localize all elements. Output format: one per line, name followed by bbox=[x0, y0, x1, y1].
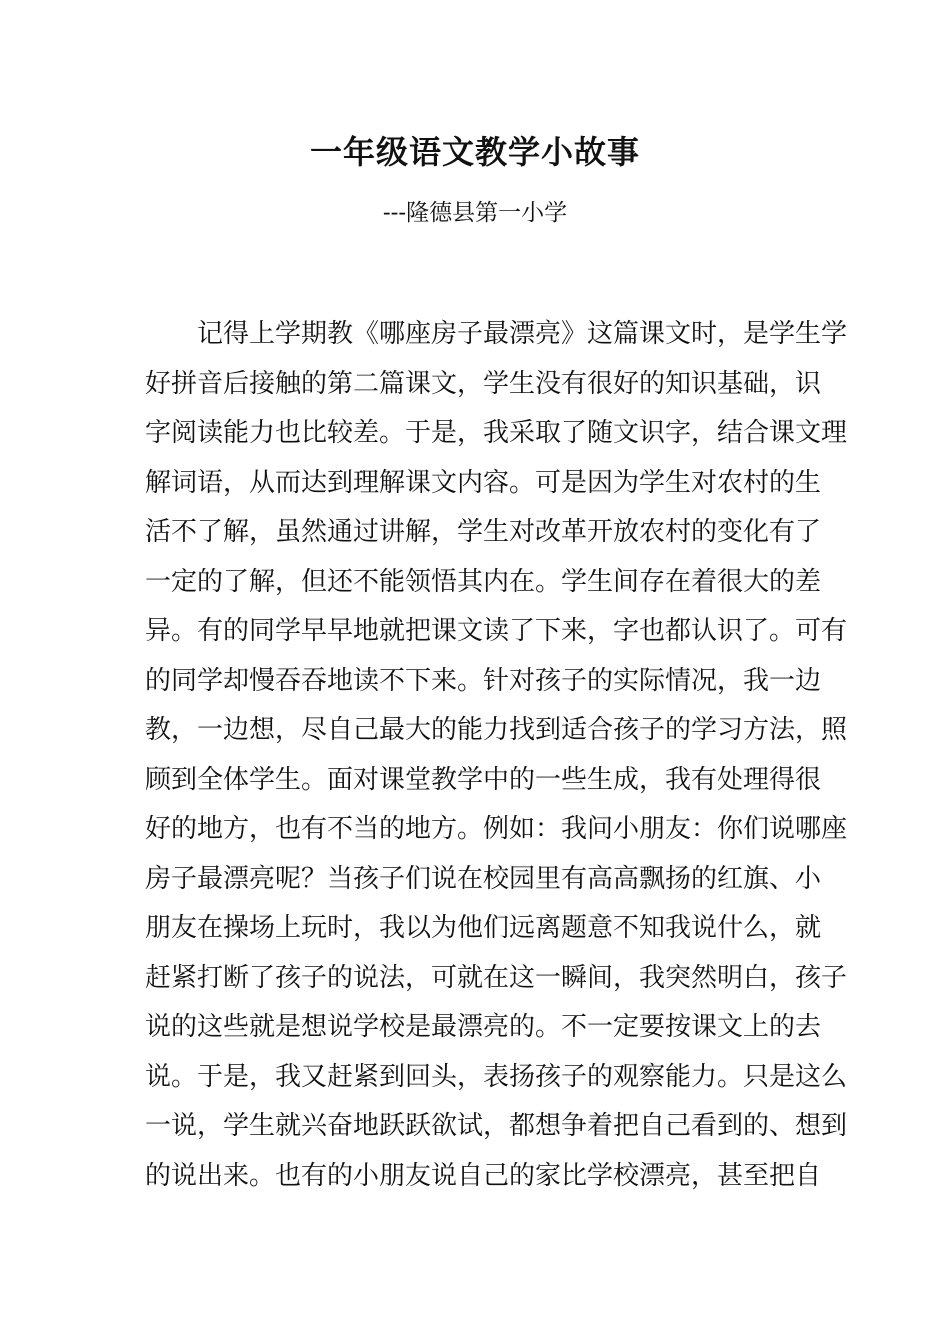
text-line: 房子最漂亮呢？当孩子们说在校园里有高高飘扬的红旗、小 bbox=[145, 863, 822, 894]
text-line: 活不了解，虽然通过讲解，学生对改革开放农村的变化有了 bbox=[145, 517, 822, 547]
text-line: 的说出来。也有的小朋友说自己的家比学校漂亮，甚至把自 bbox=[145, 1160, 822, 1191]
text-line: 的同学却慢吞吞地读不下来。针对孩子的实际情况，我一边 bbox=[145, 665, 822, 696]
text-line: 好的地方，也有不当的地方。例如：我问小朋友：你们说哪座 bbox=[145, 814, 848, 844]
text-line: 解词语，从而达到理解课文内容。可是因为学生对农村的生 bbox=[145, 467, 822, 498]
page-subtitle: ---隆德县第一小学 bbox=[382, 200, 568, 226]
body-paragraph bbox=[145, 310, 848, 1201]
text-line: 顾到全体学生。面对课堂教学中的一些生成，我有处理得很 bbox=[145, 764, 822, 795]
page-title: 一年级语文教学小故事 bbox=[309, 133, 640, 171]
text-line: 字阅读能力也比较差。于是，我采取了随文识字，结合课文理 bbox=[145, 418, 848, 448]
text-line: 记得上学期教《哪座房子最漂亮》这篇课文时，是学生学 bbox=[197, 319, 848, 349]
text-line: 一定的了解，但还不能领悟其内在。学生间存在着很大的差 bbox=[145, 566, 822, 597]
text-line: 教，一边想，尽自己最大的能力找到适合孩子的学习方法，照 bbox=[145, 715, 848, 745]
text-line: 一说，学生就兴奋地跃跃欲试，都想争着把自己看到的、想到 bbox=[145, 1111, 848, 1141]
text-line: 说。于是，我又赶紧到回头，表扬孩子的观察能力。只是这么 bbox=[145, 1061, 848, 1092]
text-line: 异。有的同学早早地就把课文读了下来，字也都认识了。可有 bbox=[145, 616, 848, 646]
text-line: 朋友在操场上玩时，我以为他们远离题意不知我说什么，就 bbox=[145, 913, 822, 943]
text-line: 好拼音后接触的第二篇课文，学生没有很好的知识基础，识 bbox=[145, 368, 822, 399]
text-line: 赶紧打断了孩子的说法，可就在这一瞬间，我突然明白，孩子 bbox=[145, 962, 848, 993]
text-line: 说的这些就是想说学校是最漂亮的。不一定要按课文上的去 bbox=[145, 1012, 822, 1042]
